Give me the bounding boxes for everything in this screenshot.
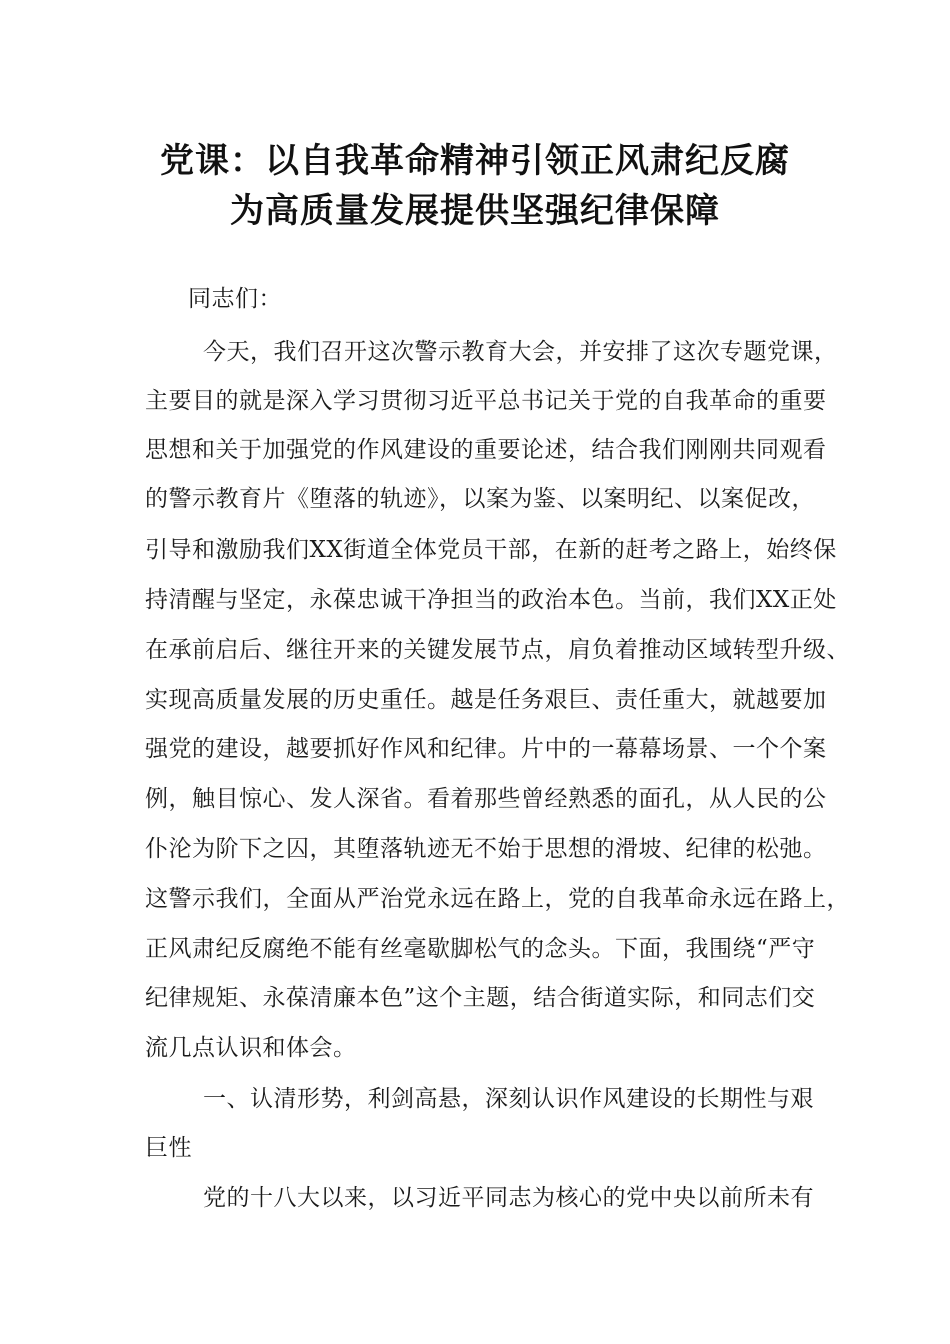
- section-heading-line: 巨性: [145, 1135, 192, 1161]
- body-line: 主要目的就是深入学习贯彻习近平总书记关于党的自我革命的重要: [145, 388, 827, 414]
- body-line: 流几点认识和体会。: [145, 1035, 357, 1061]
- salutation: 同志们：: [188, 286, 282, 312]
- section-heading-line: 一、认清形势，利剑高悬，深刻认识作风建设的长期性与艰: [203, 1086, 814, 1112]
- body-line: 党的十八大以来，以习近平同志为核心的党中央以前所未有: [203, 1185, 814, 1211]
- body-line: 思想和关于加强党的作风建设的重要论述，结合我们刚刚共同观看: [145, 437, 827, 463]
- body-line: 纪律规矩、永葆清廉本色”这个主题，结合街道实际，和同志们交: [145, 985, 816, 1011]
- body-line: 的警示教育片《堕落的轨迹》，以案为鉴、以案明纪、以案促改，: [145, 486, 815, 512]
- body-line: 实现高质量发展的历史重任。越是任务艰巨、责任重大，就越要加: [145, 687, 827, 713]
- body-line: 在承前启后、继往开来的关键发展节点，肩负着推动区域转型升级、: [145, 637, 850, 663]
- body-line: 强党的建设，越要抓好作风和纪律。片中的一幕幕场景、一个个案: [145, 736, 827, 762]
- document-title-line-2: 为高质量发展提供坚强纪律保障: [230, 191, 720, 231]
- body-line: 持清醒与坚定，永葆忠诚干净担当的政治本色。当前，我们XX正处: [145, 587, 837, 613]
- body-line: 这警示我们，全面从严治党永远在路上，党的自我革命永远在路上，: [145, 886, 850, 912]
- document-title-line-1: 党课：以自我革命精神引领正风肃纪反腐: [160, 141, 790, 181]
- body-line: 今天，我们召开这次警示教育大会，并安排了这次专题党课，: [203, 339, 838, 365]
- body-line: 例，触目惊心、发人深省。看着那些曾经熟悉的面孔，从人民的公: [145, 786, 827, 812]
- body-line: 正风肃纪反腐绝不能有丝毫歇脚松气的念头。下面，我围绕“严守: [145, 936, 816, 962]
- body-line: 仆沦为阶下之囚，其堕落轨迹无不始于思想的滑坡、纪律的松弛。: [145, 836, 827, 862]
- body-line: 引导和激励我们XX街道全体党员干部，在新的赶考之路上，始终保: [145, 537, 837, 563]
